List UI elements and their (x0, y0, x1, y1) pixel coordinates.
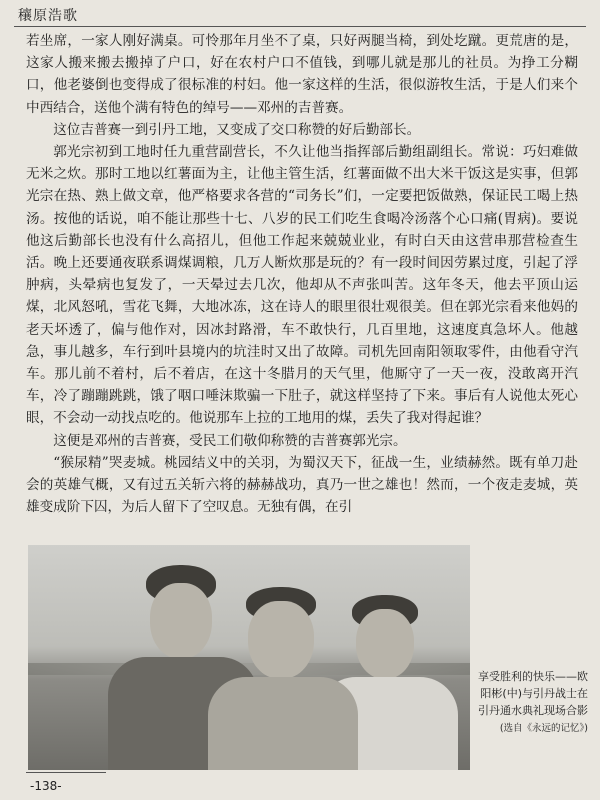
photo-person-center (208, 587, 358, 770)
page-number: -138- (30, 779, 62, 793)
caption-source: (选自《永远的记忆》) (499, 723, 588, 734)
paragraph-4: 这便是邓州的吉普赛，受民工们敬仰称赞的吉普赛郭光宗。 (53, 432, 407, 449)
header-title: 穰原浩歌 (18, 8, 78, 24)
body-text (26, 30, 578, 518)
running-header (14, 4, 586, 27)
photo-caption (478, 668, 588, 737)
group-photo (28, 545, 470, 770)
caption-text: 享受胜利的快乐——欧阳彬(中)与引丹战士在引丹通水典礼现场合影 (478, 670, 588, 717)
footer-rule (26, 772, 106, 773)
paragraph-1: 若坐席，一家人刚好满桌。可怜那年月坐不了桌，只好两腿当椅，到处圪蹴。更荒唐的是，这家人搬来搬去搬掉了户口，好在农村户口不值钱，到哪儿就是那儿的社员。为挣工分糊口，他老婆倒也变得成了很标准的村妇。他一家这样的生活，很似游牧生活，于是人们来个中西结合，送他个满有特色的绰号——邓州的吉普赛。 (26, 33, 578, 116)
paragraph-3: 郭光宗初到工地时任九重营副营长，不久让他当指挥部后勤组副组长。常说：巧妇难做无米之炊。那时工地以红薯面为主，让他主管生活，红薯面做不出大米干饭这是实事，但郭光宗在热、熟上做文章，他严格要求各营的“司务长”们，一定要把饭做熟，保证民工喝上热汤。按他的话说，咱不能让那些十七、八岁的民工们吃生食喝冷汤落个心口痛(胃病)。要说他这后勤部长也没有什么高招儿，但他工作起来兢兢业业，有时白天由这营串那营检查生活。晚上还要通夜联系调煤调粮，几万人断炊那是玩的？有一段时间因劳累过度，引起了浮肿病，头晕病也复发了，一天晕过去几次，他却从不声张叫苦。这年冬天，他去平顶山运煤，北风怒吼，雪花飞舞，大地冰冻，这在诗人的眼里很壮观很美。但在郭光宗看来他妈的老天坏透了，偏与他作对，因冰封路滑，车不敢快行，几百里地，这速度真急坏人。他越急，事儿越多，车行到叶县境内的坑洼时又出了故障。司机先回南阳领取零件，由他看守汽车。那儿前不着村，后不着店，在这十冬腊月的天气里，他厮守了一天一夜，没敢离开汽车，冷了蹦蹦跳跳，饿了咽口唾沫欺骗一下肚子，就这样坚持了下来。事后有人说他太死心眼，不会动一动找点吃的。他说那车上拉的工地用的煤，丢失了我对得起谁？ (26, 144, 578, 427)
paragraph-2: 这位吉普赛一到引丹工地，又变成了交口称赞的好后勤部长。 (53, 121, 421, 138)
paragraph-5: “猴尿精”哭麦城。桃园结义中的关羽，为蜀汉天下，征战一生，业绩赫然。既有单刀赴会的英雄气概，又有过五关斩六将的赫赫战功，真乃一世之雄也！然而，一个夜走麦城，英雄变成阶下囚，为后人留下了空叹息。无独有偶，在引 (26, 454, 578, 516)
